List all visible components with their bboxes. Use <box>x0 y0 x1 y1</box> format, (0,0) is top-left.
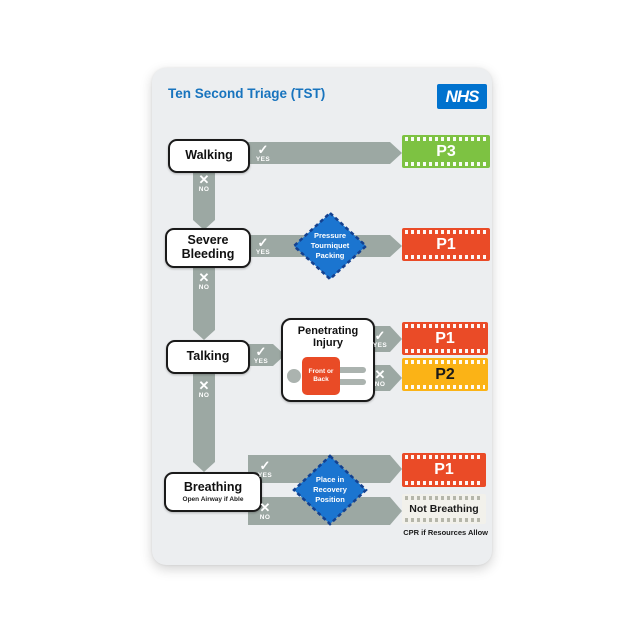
walking-no-label: ✕ NO <box>198 172 210 193</box>
nhs-logo <box>437 84 487 109</box>
node-walking <box>168 139 250 173</box>
nhs-logo-text: NHS <box>445 86 479 106</box>
triage-card <box>152 68 492 565</box>
yes-check-icon: ✓ <box>259 458 271 473</box>
casualty-figure-icon <box>286 357 368 395</box>
outcome-p3-label: P3 <box>436 142 456 160</box>
talking-no-label: ✕ NO <box>198 378 210 399</box>
no-cross-icon: ✕ <box>198 172 210 187</box>
outcome-not-breathing: Not Breathing <box>402 494 486 524</box>
talking-yes-label: ✓ YES <box>253 344 269 365</box>
outcome-p3 <box>402 135 490 168</box>
node-severe-bleeding-label: Severe Bleeding <box>181 233 235 261</box>
breathing-no-label: ✕ NO <box>259 500 271 521</box>
node-breathing-label: Breathing <box>183 480 243 495</box>
bleeding-yes-label: ✓ YES <box>255 235 271 256</box>
yes-check-icon: ✓ <box>257 235 269 250</box>
node-walking-label: Walking <box>185 148 233 163</box>
node-talking <box>166 340 250 374</box>
action-diamond-bleeding: Pressure Tourniquet Packing <box>292 211 368 281</box>
yes-check-icon: ✓ <box>255 344 267 359</box>
page-title: Ten Second Triage (TST) <box>168 86 326 101</box>
figure-leg <box>336 379 366 385</box>
yes-check-icon: ✓ <box>257 142 269 157</box>
figure-head <box>287 369 301 383</box>
outcome-p2: P2 <box>402 358 488 391</box>
outcome-p1-breathing: P1 <box>402 453 486 487</box>
penetrating-no-label: ✕ NO <box>374 367 386 388</box>
node-breathing <box>164 472 262 512</box>
no-cross-icon: ✕ <box>198 270 210 285</box>
node-breathing-subtitle: Open Airway if Able <box>182 495 244 503</box>
bleeding-no-label: ✕ NO <box>198 270 210 291</box>
node-talking-label: Talking <box>186 349 230 364</box>
node-penetrating-injury <box>281 318 375 402</box>
figure-torso-front-or-back: Front or Back <box>302 357 340 395</box>
no-cross-icon: ✕ <box>198 378 210 393</box>
walking-yes-label: ✓ YES <box>255 142 271 163</box>
no-cross-icon: ✕ <box>259 500 271 515</box>
yes-check-icon: ✓ <box>374 328 386 343</box>
penetrating-injury-title: Penetrating Injury <box>297 325 359 350</box>
breathing-yes-label: ✓ YES <box>257 458 273 479</box>
penetrating-yes-label: ✓ YES <box>372 328 388 349</box>
figure-leg <box>336 367 366 373</box>
cpr-note: CPR if Resources Allow <box>403 528 488 537</box>
action-diamond-recovery: Place in Recovery Position <box>292 454 368 526</box>
node-severe-bleeding <box>165 228 251 268</box>
no-cross-icon: ✕ <box>374 367 386 382</box>
outcome-p1-penetrating: P1 <box>402 322 488 355</box>
outcome-p1-bleeding: P1 <box>402 228 490 261</box>
